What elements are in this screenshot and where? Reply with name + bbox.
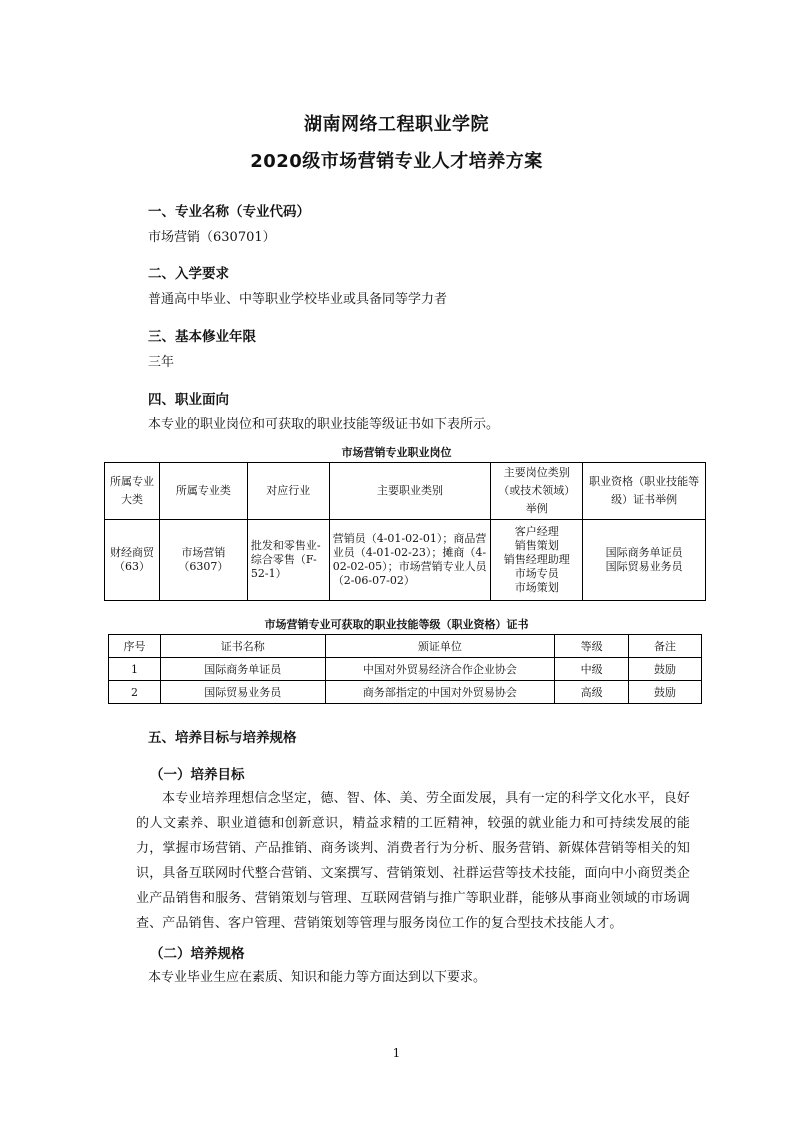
section-body-3: 三年 bbox=[148, 355, 175, 370]
table-cell: 国际贸易业务员 bbox=[160, 681, 325, 704]
table-cell: 商务部指定的中国对外贸易协会 bbox=[325, 681, 555, 704]
section-heading-1: 一、专业名称（专业代码） bbox=[148, 204, 310, 220]
post-example: 销售经理助理 bbox=[503, 553, 570, 566]
table-header-row bbox=[109, 635, 702, 658]
section-body-1: 市场营销（630701） bbox=[148, 230, 276, 245]
table-cell: 国际商务单证员 bbox=[160, 658, 325, 681]
table-cell: 2 bbox=[109, 681, 161, 704]
table-cell bbox=[491, 520, 583, 601]
table-cell: 市场营销（6307） bbox=[159, 520, 247, 601]
table-cell: 鼓励 bbox=[629, 681, 702, 704]
table-header: 所属专业大类 bbox=[105, 463, 160, 520]
post-example: 市场策划 bbox=[514, 581, 559, 594]
table-header: 对应行业 bbox=[247, 463, 329, 520]
document-title: 2020级市场营销专业人才培养方案 bbox=[250, 151, 543, 172]
table-cell: 财经商贸（63） bbox=[105, 520, 160, 601]
subsection-heading-2: （二）培养规格 bbox=[150, 946, 245, 962]
table-cell: 中级 bbox=[555, 658, 629, 681]
post-example: 客户经理 bbox=[514, 525, 559, 538]
table1-caption: 市场营销专业职业岗位 bbox=[341, 446, 452, 459]
section-heading-2: 二、入学要求 bbox=[148, 266, 229, 282]
occupation-table bbox=[104, 462, 706, 601]
table-row bbox=[109, 681, 702, 704]
table-header: 等级 bbox=[555, 635, 629, 658]
table-header: 主要职业类别 bbox=[329, 463, 491, 520]
section-heading-3: 三、基本修业年限 bbox=[148, 329, 256, 345]
table-header: 颁证单位 bbox=[325, 635, 555, 658]
table-header-row bbox=[105, 463, 706, 520]
training-goal-paragraph: 本专业培养理想信念坚定，德、智、体、美、劳全面发展，具有一定的科学文化水平，良好的人文素养、职业道德和创新意识，精益求精的工匠精神，较强的就业能力和可持续发展的能力，掌握市场营销、产品推销、商务谈判、消费者行为分析、服务营销、新媒体营销等相关的知识，具备互联网时代整合营销、文案撰写、营销策划、社群运营等技术技能，面向中小商贸类企业产品销售和服务、营销策划与管理、互联网营销与推广等职业群，能够从事商业领域的市场调查、产品销售、客户管理、营销策划等管理与服务岗位工作的复合型技术技能人才。 bbox=[136, 791, 690, 931]
table-cell: 中国对外贸易经济合作企业协会 bbox=[325, 658, 555, 681]
section-heading-5: 五、培养目标与培养规格 bbox=[148, 730, 297, 746]
section-body-4: 本专业的职业岗位和可获取的职业技能等级证书如下表所示。 bbox=[148, 417, 500, 432]
post-example: 销售策划 bbox=[514, 539, 559, 552]
table-header: 主要岗位类别（或技术领域）举例 bbox=[491, 463, 583, 520]
table2-caption: 市场营销专业可获取的职业技能等级（职业资格）证书 bbox=[264, 618, 529, 631]
table-cell bbox=[583, 520, 706, 601]
table-cell: 批发和零售业-综合零售（F-52-1） bbox=[247, 520, 329, 601]
table-header: 备注 bbox=[629, 635, 702, 658]
section-body-2: 普通高中毕业、中等职业学校毕业或具备同等学力者 bbox=[148, 292, 448, 307]
table-header: 序号 bbox=[109, 635, 161, 658]
table-header: 所属专业类 bbox=[159, 463, 247, 520]
certificate-table bbox=[108, 634, 702, 704]
table-header: 职业资格（职业技能等级）证书举例 bbox=[583, 463, 706, 520]
table-cell: 高级 bbox=[555, 681, 629, 704]
training-spec-paragraph: 本专业毕业生应在素质、知识和能力等方面达到以下要求。 bbox=[148, 970, 487, 985]
table-cell: 鼓励 bbox=[629, 658, 702, 681]
table-cell: 1 bbox=[109, 658, 161, 681]
section-heading-4: 四、职业面向 bbox=[148, 392, 229, 408]
school-title: 湖南网络工程职业学院 bbox=[304, 114, 489, 135]
table-row bbox=[109, 658, 702, 681]
certificate-example: 国际贸易业务员 bbox=[605, 560, 683, 573]
table-row bbox=[105, 520, 706, 601]
post-example: 市场专员 bbox=[514, 567, 559, 580]
table-cell: 营销员（4-01-02-01）；商品营业员（4-01-02-23）；摊商（4-02-02-05）；市场营销专业人员（2-06-07-02） bbox=[329, 520, 491, 601]
table-header: 证书名称 bbox=[160, 635, 325, 658]
certificate-example: 国际商务单证员 bbox=[605, 546, 683, 559]
subsection-heading-1: （一）培养目标 bbox=[150, 767, 245, 783]
page-number: 1 bbox=[392, 1046, 401, 1060]
